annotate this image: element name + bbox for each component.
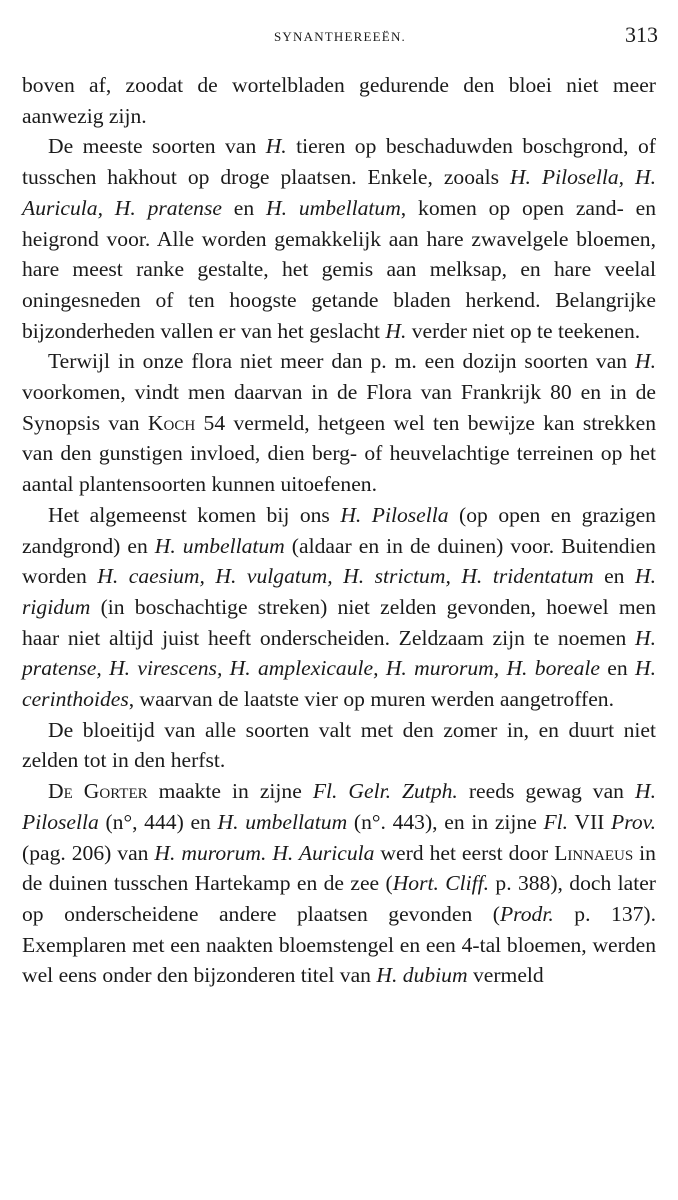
- text-run: (n°, 444) en: [98, 809, 218, 834]
- italic-text: H. rigidum: [22, 564, 656, 619]
- italic-text: H.: [385, 318, 407, 343]
- text-run: en: [221, 195, 267, 220]
- italic-text: H. dubium: [376, 963, 468, 988]
- text-run: en: [599, 656, 635, 681]
- italic-text: Prodr.: [499, 901, 554, 926]
- text-run: voorkomen, vindt men daarvan in de Flora van Frankrijk 80 en in de Synopsis van: [22, 380, 656, 435]
- paragraph: [22, 131, 656, 346]
- paragraph: [22, 776, 656, 991]
- small-caps-name: Koch: [147, 410, 196, 435]
- italic-text: H. cerinthoides: [22, 656, 656, 712]
- text-run: (in boschachtige streken) niet zelden gevonden, hoewel men haar niet altijd juist heeft onderscheiden. Zeldzaam zijn te noemen: [22, 594, 656, 650]
- italic-text: Fl. Gelr. Zutph.: [312, 779, 458, 804]
- text-run: maakte in zijne: [147, 779, 313, 804]
- text-run: en: [593, 564, 635, 589]
- text-run: De bloeitijd van alle soorten valt met den zomer in, en duurt niet zelden tot in den herfst.: [22, 717, 656, 773]
- text-run: Het algemeenst komen bij ons: [48, 502, 341, 527]
- text-run: reeds gewag van: [457, 779, 635, 804]
- text-run: p. 137). Exemplaren met een naakten bloemstengel en een 4-tal bloemen, werden wel eens onder den bijzonderen titel van: [22, 901, 656, 988]
- text-run: boven af, zoodat de wortelbladen gedurende den bloei niet meer aanwezig zijn.: [22, 73, 656, 128]
- page-number: 313: [625, 22, 658, 47]
- italic-text: H. murorum. H. Auricula: [154, 840, 375, 865]
- small-caps-name: Linnaeus: [554, 840, 634, 865]
- body-text: [22, 70, 656, 991]
- italic-text: H.: [265, 134, 287, 159]
- text-run: (aldaar en in de duinen) voor. Buitendien worden: [22, 533, 656, 589]
- text-run: De meeste soorten van: [48, 134, 266, 159]
- paragraph: [22, 500, 656, 715]
- italic-text: Fl.: [543, 809, 569, 834]
- text-run: tieren op beschaduwden boschgrond, of tusschen hakhout op droge plaatsen. Enkele, zooals: [22, 134, 656, 190]
- text-run: , waarvan de laatste vier op muren werden aangetroffen.: [128, 687, 614, 712]
- italic-text: H. umbellatum: [217, 809, 348, 834]
- running-title: SYNANTHEREEËN.: [274, 29, 406, 44]
- paragraph: [22, 715, 656, 776]
- text-run: , komen op open zand- en heigrond voor. Alle worden gemakkelijk aan hare zwavelgele bloemen, hare meest ranke gestalte, het gemis aan melksap, en hare veelal oningesneden of ten hoogste getande bladen herkend. Belangrijke bijzonderheden vallen er van het geslacht: [22, 195, 656, 343]
- text-run: verder niet op te teekenen.: [406, 318, 641, 343]
- paragraph: [22, 346, 656, 500]
- text-run: (pag. 206) van: [22, 840, 155, 865]
- small-caps-name: De Gorter: [48, 779, 148, 804]
- text-run: werd het eerst door: [374, 840, 555, 865]
- italic-text: H. Pilosella: [22, 779, 656, 834]
- text-run: vermeld: [467, 963, 544, 988]
- italic-text: H. caesium, H. vulgatum, H. strictum, H. tridentatum: [97, 564, 594, 589]
- italic-text: Prov.: [611, 809, 656, 834]
- italic-text: H. umbellatum: [266, 195, 401, 220]
- italic-text: H.: [635, 349, 656, 374]
- text-run: (op open en grazigen zandgrond) en: [22, 502, 656, 558]
- italic-text: H. Pilosella, H. Auricula, H. pratense: [22, 165, 656, 220]
- text-run: Terwijl in onze flora niet meer dan p. m. een dozijn soorten van: [48, 349, 635, 374]
- text-run: in de duinen tusschen Hartekamp en de zee (: [22, 840, 656, 896]
- italic-text: H. umbellatum: [154, 533, 285, 558]
- italic-text: Hort. Cliff.: [392, 871, 490, 896]
- text-run: p. 388), doch later op onderscheidene andere plaatsen gevonden (: [22, 871, 656, 926]
- italic-text: H. pratense, H. virescens, H. amplexicaule, H. murorum, H. boreale: [22, 625, 656, 681]
- text-run: (n°. 443), en in zijne: [347, 809, 544, 834]
- text-run: 54 vermeld, hetgeen wel ten bewijze kan strekken van den gunstigen invloed, dien berg- of heuvelachtige terreinen op het aantal plantensoorten kunnen uitoefenen.: [22, 410, 657, 497]
- paragraph: [22, 70, 656, 131]
- italic-text: H. Pilosella: [340, 502, 449, 527]
- text-run: VII: [568, 809, 612, 834]
- running-head: [22, 22, 658, 50]
